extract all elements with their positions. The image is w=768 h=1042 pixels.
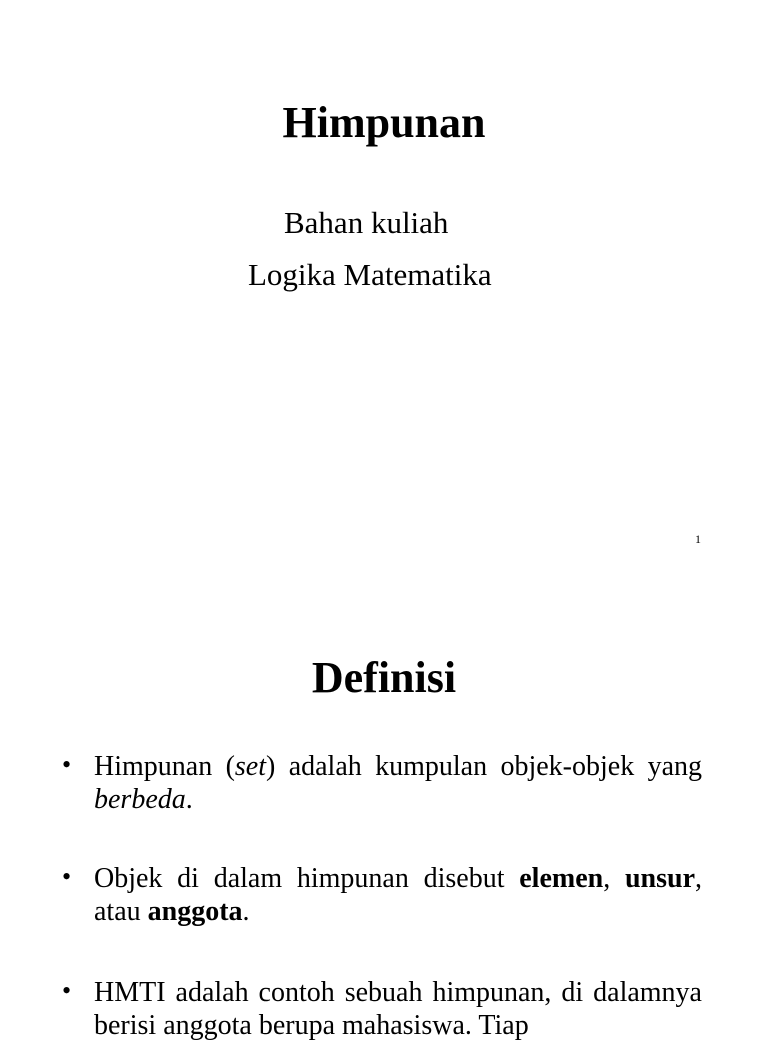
- bold-term: anggota: [147, 896, 243, 927]
- page-number: 1: [695, 532, 701, 546]
- text-run: , atau: [94, 863, 702, 927]
- bullet-text: [94, 862, 702, 928]
- bullet-icon: •: [62, 976, 72, 1005]
- bullet-text: [94, 750, 702, 816]
- text-run: .: [185, 784, 193, 815]
- text-run: .: [242, 896, 250, 927]
- bullet-item: [62, 862, 702, 928]
- text-run: HMTI adalah contoh sebuah himpunan, di dalamnya berisi anggota berupa mahasiswa. Tiap: [94, 977, 702, 1041]
- italic-term: berbeda: [94, 784, 186, 815]
- slide-2: [0, 576, 768, 1041]
- italic-term: set: [234, 751, 267, 782]
- text-run: ,: [603, 863, 625, 894]
- text-run: Objek di dalam himpunan disebut: [94, 863, 520, 894]
- bullet-icon: •: [62, 862, 72, 891]
- bullet-icon: •: [62, 750, 72, 779]
- text-run: ) adalah kumpulan objek-objek yang: [266, 751, 703, 782]
- bullet-text: [94, 976, 702, 1042]
- bullet-item: [62, 976, 702, 1042]
- slide-title: Definisi: [311, 653, 457, 702]
- subtitle-line-2: Logika Matematika: [248, 257, 492, 292]
- slide-title: Himpunan: [282, 98, 486, 147]
- bullet-item: [62, 750, 702, 816]
- bold-term: elemen: [519, 863, 604, 894]
- bold-term: unsur: [624, 863, 695, 894]
- text-run: Himpunan (: [94, 751, 235, 782]
- subtitle-line-1: Bahan kuliah: [284, 205, 449, 240]
